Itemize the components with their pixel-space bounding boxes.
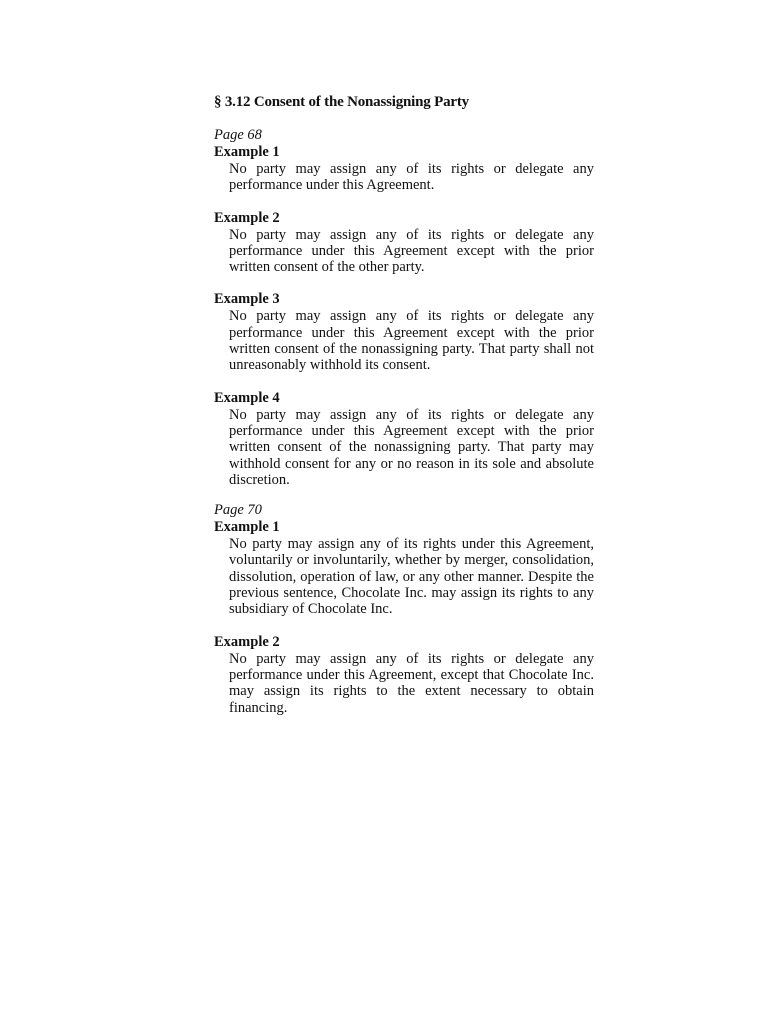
example-text: No party may assign any of its rights under this Agreement, voluntarily or involuntarily, whether by merger, consolidation, dissolution, operation of law, or any other manner. Despite the previous sentence, Chocolate Inc. may assign its rights to any subsidiary of Chocolate Inc.	[229, 536, 594, 618]
example-text: No party may assign any of its rights or delegate any performance under this Agreement except with the prior written consent of the nonassigning party. That party shall not unreasonably withhold its consent.	[229, 308, 594, 374]
page-reference: Page 70	[214, 502, 262, 519]
example-block	[214, 144, 594, 194]
example-block	[214, 634, 594, 716]
page-reference: Page 68	[214, 127, 262, 143]
document-content	[214, 92, 594, 716]
example-heading: Example 1	[214, 519, 280, 536]
example-block	[214, 210, 594, 276]
example-text: No party may assign any of its rights or delegate any performance under this Agreement except with the prior written consent of the other party.	[229, 226, 594, 276]
example-block	[214, 291, 594, 373]
example-heading: Example 3	[214, 291, 280, 308]
page-group-70	[214, 502, 594, 716]
example-block	[214, 519, 594, 617]
example-block	[214, 390, 594, 488]
example-heading: Example 2	[214, 209, 280, 226]
example-text: No party may assign any of its rights or delegate any performance under this Agreement.	[229, 161, 594, 194]
section-title: § 3.12 Consent of the Nonassigning Party	[214, 94, 469, 110]
example-heading: Example 4	[214, 389, 280, 406]
example-text: No party may assign any of its rights or delegate any performance under this Agreement except with the prior written consent of the nonassigning party. That party may withhold consent for any or no reason in its sole and absolute discretion.	[229, 406, 594, 488]
example-heading: Example 2	[214, 633, 280, 650]
page-group-68	[214, 127, 594, 488]
example-text: No party may assign any of its rights or delegate any performance under this Agreement, except that Chocolate Inc. may assign its rights to the extent necessary to obtain financing.	[229, 650, 594, 716]
example-heading: Example 1	[214, 144, 280, 160]
